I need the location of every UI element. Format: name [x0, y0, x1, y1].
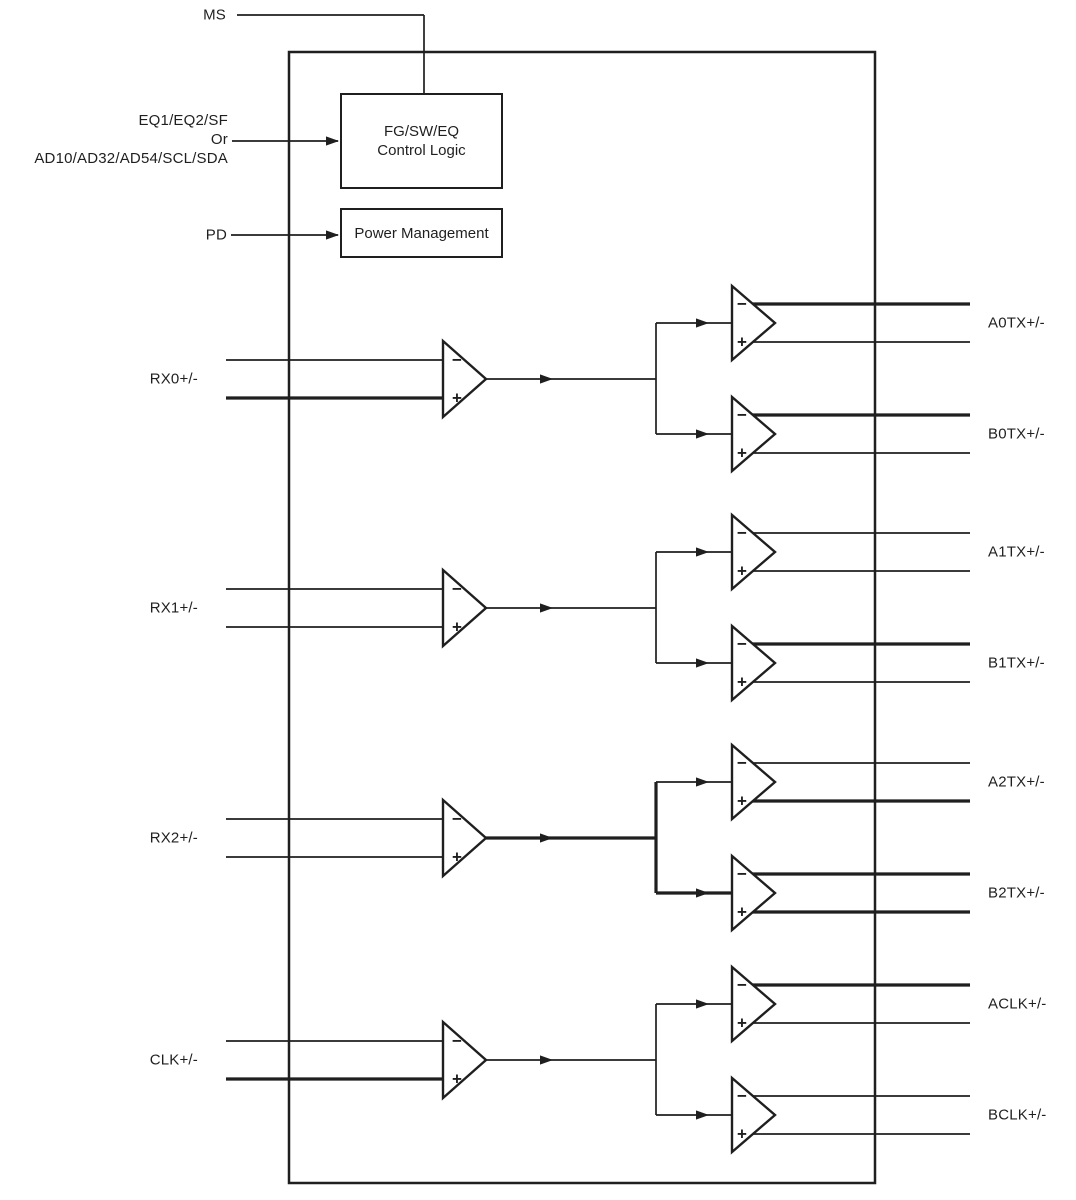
noninverting-input-marker: + [452, 847, 462, 867]
input-amplifier-symbol [443, 1022, 486, 1098]
control-logic-block [340, 93, 503, 189]
noninverting-input-marker: + [737, 672, 747, 692]
arrowhead [696, 999, 709, 1008]
noninverting-input-marker: + [737, 1013, 747, 1033]
arrowhead [696, 777, 709, 786]
inverting-input-marker: − [452, 1031, 462, 1051]
noninverting-input-marker: + [737, 1124, 747, 1144]
inverting-input-marker: − [737, 523, 747, 543]
inverting-input-marker: − [737, 405, 747, 425]
input-amplifier-symbol [443, 341, 486, 417]
power-management-label: Power Management [354, 224, 489, 242]
noninverting-input-marker: + [737, 902, 747, 922]
input-signal-label: CLK+/- [149, 1051, 198, 1069]
eq-label-line2: Or [210, 131, 228, 148]
input-signal-label: RX0+/- [149, 370, 198, 388]
eq-label-line3: AD10/AD32/AD54/SCL/SDA [34, 150, 228, 167]
arrowhead [696, 547, 709, 556]
inverting-input-marker: − [737, 753, 747, 773]
arrowhead [696, 888, 709, 897]
output-signal-label: B0TX+/- [988, 425, 1045, 443]
inverting-input-marker: − [452, 350, 462, 370]
arrowhead [326, 230, 339, 239]
arrowhead [696, 318, 709, 327]
input-signal-label: RX1+/- [149, 599, 198, 617]
arrowhead [696, 658, 709, 667]
pd-label: PD [205, 226, 227, 244]
eq-config-label-group [34, 111, 228, 168]
inverting-input-marker: − [737, 975, 747, 995]
inverting-input-marker: − [452, 579, 462, 599]
inverting-input-marker: − [737, 1086, 747, 1106]
arrowhead [540, 1055, 553, 1064]
arrowhead [540, 603, 553, 612]
arrowhead [540, 374, 553, 383]
output-signal-label: B2TX+/- [988, 884, 1045, 902]
eq-label-line1: EQ1/EQ2/SF [138, 112, 228, 129]
ms-label: MS [203, 6, 226, 24]
output-signal-label: ACLK+/- [988, 995, 1047, 1013]
power-management-block [340, 208, 503, 258]
inverting-input-marker: − [737, 634, 747, 654]
noninverting-input-marker: + [452, 388, 462, 408]
control-logic-line2: Control Logic [377, 142, 466, 159]
input-amplifier-symbol [443, 570, 486, 646]
output-signal-label: A2TX+/- [988, 773, 1045, 791]
input-signal-label: RX2+/- [149, 829, 198, 847]
noninverting-input-marker: + [452, 1069, 462, 1089]
arrowhead [326, 136, 339, 145]
inverting-input-marker: − [737, 864, 747, 884]
output-signal-label: A0TX+/- [988, 314, 1045, 332]
noninverting-input-marker: + [452, 617, 462, 637]
arrowhead [696, 1110, 709, 1119]
inverting-input-marker: − [737, 294, 747, 314]
arrowhead [696, 429, 709, 438]
output-signal-label: BCLK+/- [988, 1106, 1047, 1124]
inverting-input-marker: − [452, 809, 462, 829]
input-amplifier-symbol [443, 800, 486, 876]
arrowhead [540, 833, 553, 842]
noninverting-input-marker: + [737, 561, 747, 581]
noninverting-input-marker: + [737, 791, 747, 811]
output-signal-label: B1TX+/- [988, 654, 1045, 672]
noninverting-input-marker: + [737, 332, 747, 352]
control-logic-line1: FG/SW/EQ [384, 123, 459, 140]
output-signal-label: A1TX+/- [988, 543, 1045, 561]
noninverting-input-marker: + [737, 443, 747, 463]
